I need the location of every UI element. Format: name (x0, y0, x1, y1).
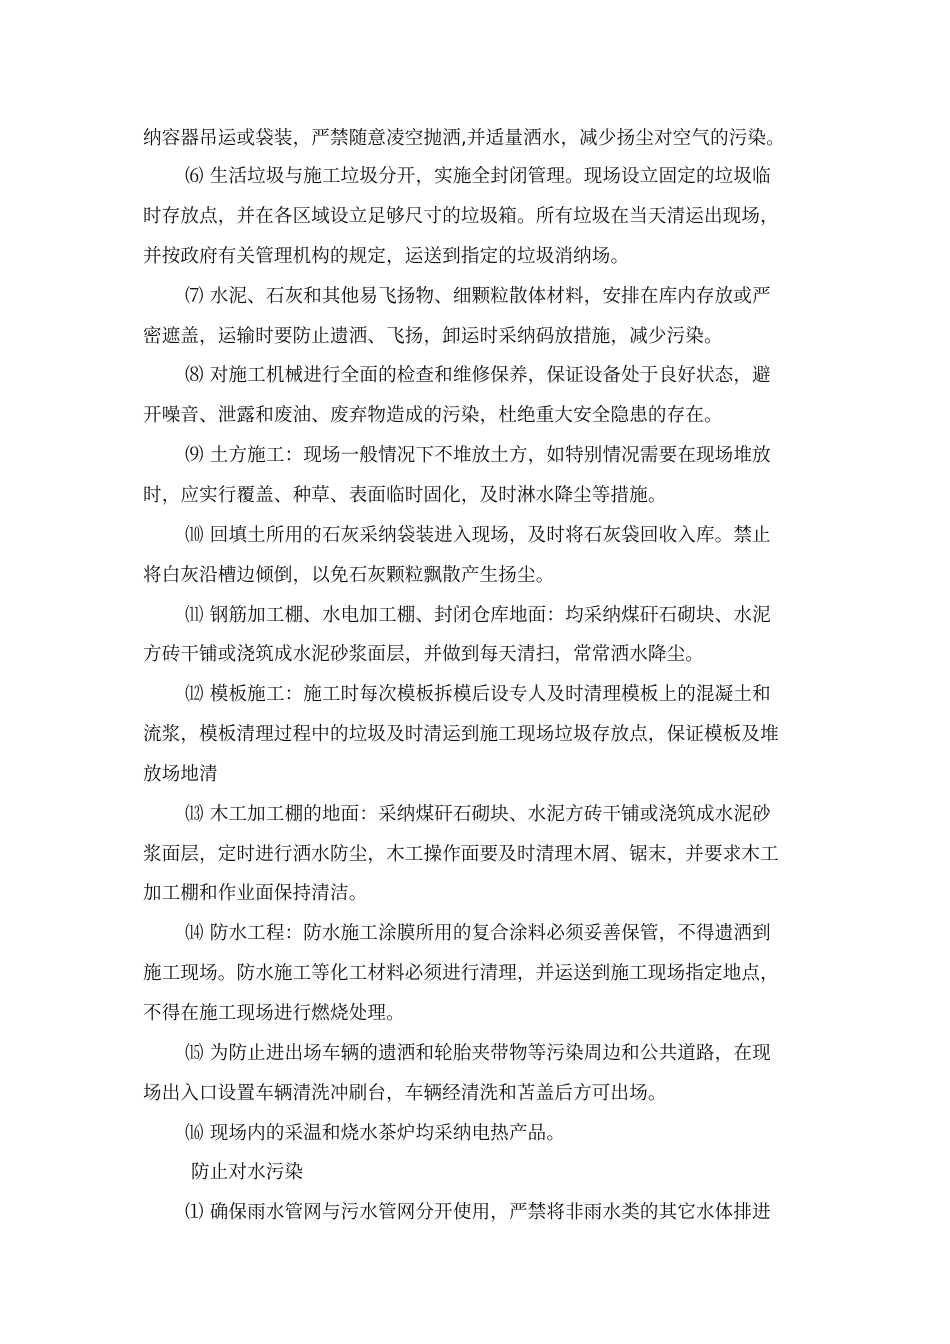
paragraph-line: 并按政府有关管理机构的规定，运送到指定的垃圾消纳场。 (143, 246, 630, 267)
paragraph-line: 浆面层，定时进行洒水防尘，木工操作面要及时清理木屑、锯末，并要求木工 (143, 844, 779, 865)
item-13-line: ⒀ 木工加工棚的地面：采纳煤矸石砌块、水泥方砖干铺或浇筑成水泥砂 (185, 804, 771, 825)
item-11-line: ⑾ 钢筋加工棚、水电加工棚、封闭仓库地面：均采纳煤矸石砌块、水泥 (185, 605, 771, 626)
paragraph-line: 开噪音、泄露和废油、废弃物造成的污染，杜绝重大安全隐患的存在。 (143, 405, 723, 426)
item-6-line: ⑹ 生活垃圾与施工垃圾分开，实施全封闭管理。现场设立固定的垃圾临 (185, 166, 771, 187)
paragraph-line: 将白灰沿槽边倾倒，以免石灰颗粒飘散产生扬尘。 (143, 565, 555, 586)
paragraph-line: 纳容器吊运或袋装，严禁随意凌空抛洒,并适量洒水，减少扬尘对空气的污染。 (143, 128, 785, 149)
item-7-line: ⑺ 水泥、石灰和其他易飞扬物、细颗粒散体材料，安排在库内存放或严 (185, 286, 771, 307)
paragraph-line: 流浆，模板清理过程中的垃圾及时清运到施工现场垃圾存放点，保证模板及堆 (143, 724, 779, 745)
item-1-line: ⑴ 确保雨水管网与污水管网分开使用，严禁将非雨水类的其它水体排进 (185, 1202, 771, 1223)
item-10-line: ⑽ 回填土所用的石灰采纳袋装进入现场，及时将石灰袋回收入库。禁止 (185, 525, 771, 546)
paragraph-line: 施工现场。防水施工等化工材料必须进行清理，并运送到施工现场指定地点， (143, 963, 779, 984)
item-8-line: ⑻ 对施工机械进行全面的检查和维修保养，保证设备处于良好状态，避 (185, 365, 771, 386)
paragraph-line: 场出入口设置车辆清洗冲刷台，车辆经清洗和苫盖后方可出场。 (143, 1083, 667, 1104)
paragraph-line: 时，应实行覆盖、种草、表面临时固化，及时淋水降尘等措施。 (143, 485, 667, 506)
item-16-line: ⒃ 现场内的采温和烧水茶炉均采纳电热产品。 (185, 1123, 566, 1144)
paragraph-line: 密遮盖，运输时要防止遗洒、飞扬，卸运时采纳码放措施，减少污染。 (143, 326, 723, 347)
paragraph-line: 方砖干铺或浇筑成水泥砂浆面层，并做到每天清扫，常常洒水降尘。 (143, 644, 705, 665)
paragraph-line: 时存放点，并在各区域设立足够尺寸的垃圾箱。所有垃圾在当天清运出现场， (143, 206, 779, 227)
paragraph-line: 放场地清 (143, 764, 218, 785)
section-heading: 防止对水污染 (191, 1162, 304, 1183)
item-9-line: ⑼ 土方施工：现场一般情况下不堆放土方，如特别情况需要在现场堆放 (185, 445, 771, 466)
item-15-line: ⒂ 为防止进出场车辆的遗洒和轮胎夹带物等污染周边和公共道路，在现 (185, 1043, 771, 1064)
item-14-line: ⒁ 防水工程：防水施工涂膜所用的复合涂料必须妥善保管，不得遗洒到 (185, 923, 771, 944)
paragraph-line: 加工棚和作业面保持清洁。 (143, 883, 368, 904)
paragraph-line: 不得在施工现场进行燃烧处理。 (143, 1003, 405, 1024)
item-12-line: ⑿ 模板施工：施工时每次模板拆模后设专人及时清理模板上的混凝土和 (185, 684, 771, 705)
